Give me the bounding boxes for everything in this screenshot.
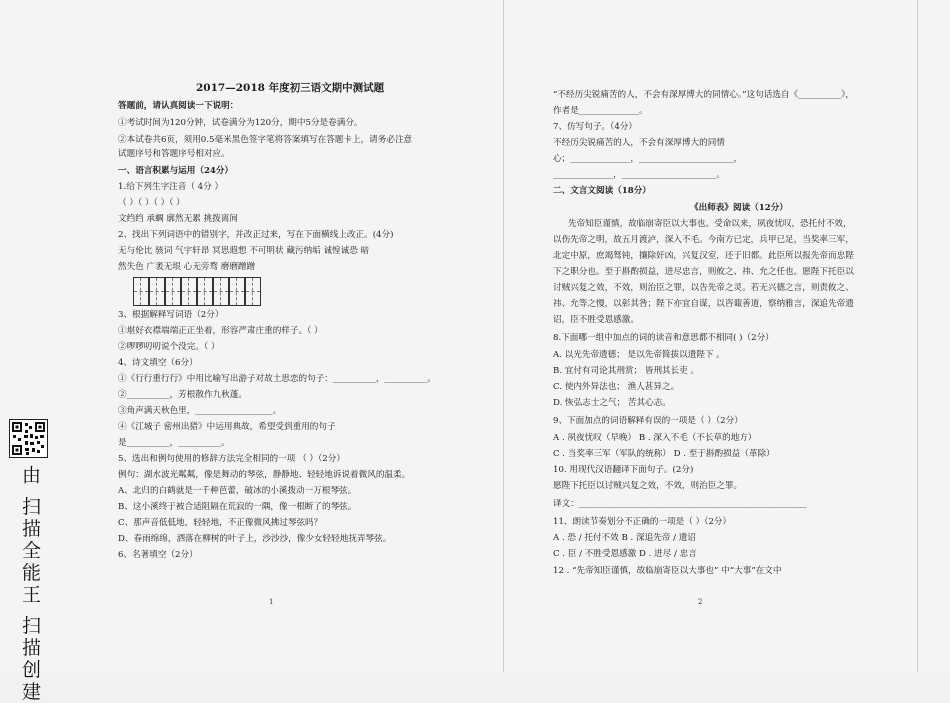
right-q11: 11、朗读节奏划分不正确的一项是（ ）（2分） <box>553 517 732 527</box>
left-line-23: A、北归的白鹤就是一千种芭蕾，破冰的小溪拨动一万根琴弦。 <box>118 486 357 496</box>
passage-title: 《出师表》阅读（12分） <box>690 203 788 213</box>
left-line-12: 3、根据解释写词语（2分） <box>118 310 224 320</box>
right-q8-d: D. 恢弘志士之气； 苦其心志。 <box>553 398 671 408</box>
passage-line-1: 先帝知臣谨慎，故临崩寄臣以大事也。受命以来，夙夜忧叹，恐托付不效， <box>568 219 852 229</box>
exam-title: 2017—2018 年度初三语文期中测试题 <box>196 82 385 94</box>
left-line-11: 然失色 广袤无垠 心无旁骛 磨磨蹭蹭 <box>118 262 256 272</box>
left-line-6: 1.给下列生字注音（ 4分 ） <box>118 182 224 192</box>
passage-line-6: 祎、允等之慢，以彰其咎；陛下亦宜自谋，以咨诹善道，察纳雅言，深追先帝遗 <box>553 299 854 309</box>
passage-line-5: 讨贼兴复之效，不效，则治臣之罪，以告先帝之灵。若无兴德之言，则责攸之、 <box>553 283 854 293</box>
right-line-2: 作者是______________。 <box>553 106 648 116</box>
left-line-13: ①堪好衣襟端端正正坐着，形容严肃庄重的样子。（ ） <box>118 326 323 336</box>
right-q10-answer: 译文：_____________________________________________________ <box>553 499 807 509</box>
left-line-7: （ ）（ ）（ ）（ ） <box>118 198 185 208</box>
right-q8-c: C. 使内外异法也； 渔人甚异之。 <box>553 382 680 392</box>
right-line-6: ______________，______________________。 <box>553 170 725 180</box>
right-q8-a: A. 以光先帝遗德； 是以先帝简拔以遗陛下 。 <box>553 350 725 360</box>
qr-code-icon <box>9 419 48 458</box>
left-line-16: ①《行行重行行》中用比喻写出游子对故土思恋的句子：__________，__________。 <box>118 374 436 384</box>
left-line-3: ②本试卷共6页，须用0.5毫米黑色签字笔将答案填写在答题卡上，请务必注意 <box>118 135 413 145</box>
left-line-8: 文绉绉 承蜩 廓然无累 挑拨离间 <box>118 214 238 224</box>
left-line-14: ②啰啰叨叨说个没完。（ ） <box>118 342 220 352</box>
right-q8-b: B. 宜付有司论其刑赏； 皆刑其长吏 。 <box>553 366 700 376</box>
right-q10-text: 愿陛下托臣以讨贼兴复之效，不效，则治臣之罪。 <box>553 481 743 491</box>
left-line-19: ④《江城子 密州出猎》中运用典故，希望受到重用的句子 <box>118 422 336 432</box>
right-line-4: 不经历尖锐痛苦的人，不会有深厚博大的同情 <box>553 138 725 148</box>
passage-line-3: 北定中原，庶竭驽钝，攘除奸凶，兴复汉室，还于旧都。此臣所以报先帝而忠陛 <box>553 251 854 261</box>
left-section-1: 一、语言积累与运用（24分） <box>118 166 234 176</box>
left-line-21: 5、选出和例句使用的修辞方法完全相同的一项 （ ）（2分） <box>118 454 345 464</box>
right-q9: 9、下面加点的词语解释有误的一项是（ ）（2分） <box>553 416 743 426</box>
right-line-5: 心；______________，______________________， <box>553 154 743 164</box>
left-page-number: 1 <box>269 598 274 606</box>
left-line-27: 6、名著填空（2分） <box>118 550 198 560</box>
right-q11-ab: A . 恐 / 托付不效 B . 深追先帝 / 遗诏 <box>553 533 696 543</box>
left-line-17: ②__________，芳根散作九秋蓬。 <box>118 390 247 400</box>
right-q11-cd: C . 臣 / 不胜受恩感激 D . 进尽 / 忠言 <box>553 549 697 559</box>
right-section-2: 二、文言文阅读（18分） <box>553 186 651 196</box>
right-q8: 8.下面哪一组中加点的词的读音和意思都不相同( )（2分） <box>553 333 774 343</box>
left-line-10: 无与伦比 骇词 气宇轩昂 冥思遐想 不可明状 藏污纳垢 诚惶诚恐 暗 <box>118 246 370 256</box>
left-line-2: ①考试时间为120分钟，试卷满分为120分，期中5分是卷满分。 <box>118 118 363 128</box>
passage-line-7: 诏，臣不胜受恩感激。 <box>553 315 639 325</box>
right-page-number: 2 <box>698 598 703 606</box>
page-fold <box>503 0 504 672</box>
passage-line-4: 下之职分也。至于斟酌损益，进尽忠言，则攸之、祎、允之任也。愿陛下托臣以 <box>553 267 854 277</box>
left-line-24: B、这小溪终于被合适阻隔在荒寂的一隅，像一根断了的琴弦。 <box>118 502 357 512</box>
left-line-22: 例句：湖水波光粼粼，像是舞动的琴弦，静静地、轻轻地诉说着微风的温柔。 <box>118 470 411 480</box>
right-line-1: “不经历尖锐痛苦的人，不会有深厚博大的同情心。”这句话选自《__________》， <box>553 90 854 100</box>
left-line-25: C、那声音低低地，轻轻地，不正像微风拂过琴弦吗？ <box>118 518 323 528</box>
page-right-edge <box>917 0 918 672</box>
passage-line-2: 以伤先帝之明，故五月渡泸，深入不毛。今南方已定，兵甲已足，当奖率三军， <box>553 235 854 245</box>
left-line-1: 答题前，请认真阅读一下说明： <box>118 101 239 111</box>
left-line-18: ③角声满天秋色里，__________________。 <box>118 406 282 416</box>
right-q9-cd: C . 当奖率三军（军队的统称） D . 至于斟酌损益（革除） <box>553 449 775 459</box>
left-line-4: 试题序号和答题序号相对应。 <box>118 149 230 159</box>
left-line-15: 4、诗文填空（6分） <box>118 358 198 368</box>
right-q9-ab: A . 夙夜忧叹（早晚） B . 深入不毛（不长草的地方） <box>553 433 757 443</box>
right-q12: 12 . “先帝知臣谨慎，故临崩寄臣以大事也” 中“大事”在文中 <box>553 566 782 576</box>
scanner-watermark: 由 扫描全能王 扫描创建 <box>19 465 41 703</box>
left-line-26: D、春雨绵绵，洒落在柳树的叶子上，沙沙沙，像少女轻轻地抚弄琴弦。 <box>118 534 392 544</box>
left-line-9: 2、找出下列词语中的错别字，并改正过来，写在下面横线上改正。(4分) <box>118 230 394 240</box>
right-line-3: 7、仿写句子。（4分） <box>553 122 637 132</box>
right-q10: 10. 用现代汉语翻译下面句子。(2分) <box>553 465 694 475</box>
left-line-20: 是__________，__________。 <box>118 438 230 448</box>
